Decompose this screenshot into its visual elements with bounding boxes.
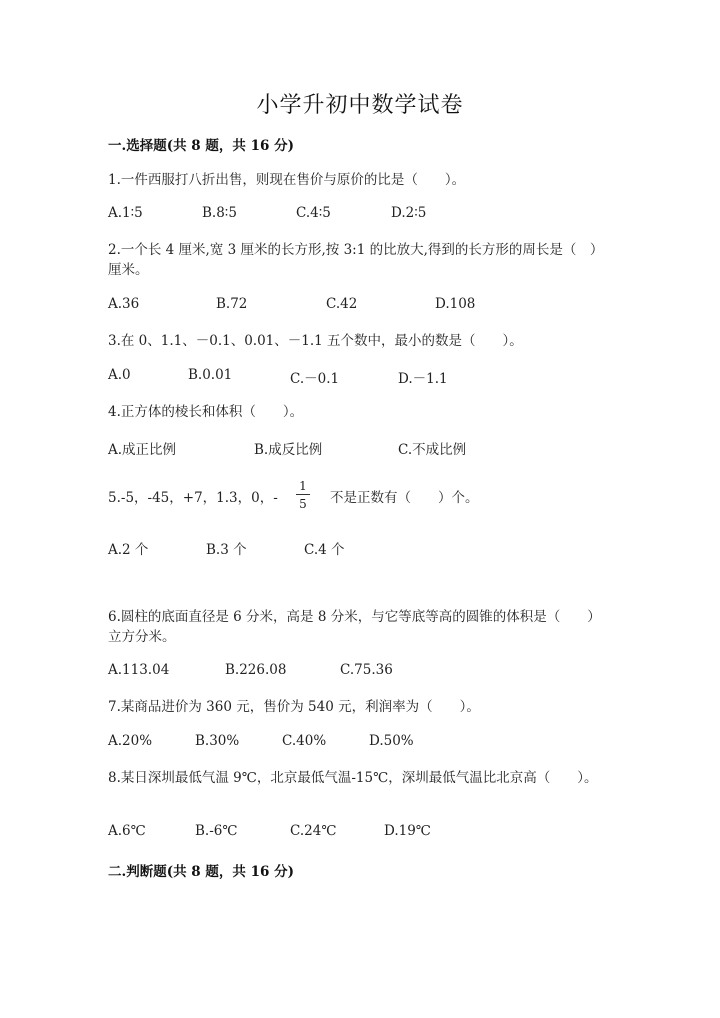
option-a: A.0 xyxy=(108,367,131,383)
question-7: 7.某商品进价为 360 元，售价为 540 元，利润率为（ ）。 xyxy=(108,699,480,715)
option-c: C.24℃ xyxy=(290,823,337,839)
option-b: B.成反比例 xyxy=(254,442,323,458)
question-5-text-after: 不是正数有（ ）个。 xyxy=(330,490,479,506)
fraction-bar xyxy=(296,494,310,495)
option-d: D.－1.1 xyxy=(398,371,448,387)
fraction-denominator: 5 xyxy=(299,497,307,511)
option-b: B.30% xyxy=(195,733,240,749)
question-3: 3.在 0、1.1、－0.1、0.01、－1.1 五个数中，最小的数是（ ）。 xyxy=(108,333,523,349)
section-heading-multiple-choice: 一.选择题(共 8 题，共 16 分) xyxy=(108,138,294,154)
option-a: A.2 个 xyxy=(108,542,149,558)
option-a: A.1∶5 xyxy=(108,205,143,221)
fraction xyxy=(296,479,310,511)
option-b: B.8∶5 xyxy=(202,205,237,221)
question-5-text-before: 5.-5，-45，+7，1.3，0，- xyxy=(108,490,278,506)
question-6: 6.圆柱的底面直径是 6 分米，高是 8 分米，与它等底等高的圆锥的体积是（ ）立方分米。 xyxy=(108,609,601,645)
fraction-numerator: 1 xyxy=(299,479,307,493)
option-b: B.3 个 xyxy=(206,542,247,558)
option-d: D.19℃ xyxy=(384,823,431,839)
page-title: 小学升初中数学试卷 xyxy=(256,93,464,118)
option-b: B.0.01 xyxy=(188,367,233,383)
option-c: C.不成比例 xyxy=(398,442,467,458)
option-a: A.113.04 xyxy=(108,662,170,678)
question-1: 1.一件西服打八折出售，则现在售价与原价的比是（ ）。 xyxy=(108,172,466,188)
question-8: 8.某日深圳最低气温 9℃，北京最低气温-15℃，深圳最低气温比北京高（ ）。 xyxy=(108,770,598,786)
section-heading-true-false: 二.判断题(共 8 题，共 16 分) xyxy=(108,864,294,880)
option-a: A.6℃ xyxy=(108,823,146,839)
option-c: C.42 xyxy=(326,296,358,312)
option-b: B.72 xyxy=(216,296,248,312)
option-a: A.成正比例 xyxy=(108,442,177,458)
option-b: B.-6℃ xyxy=(195,823,238,839)
option-c: C.－0.1 xyxy=(290,371,340,387)
question-4: 4.正方体的棱长和体积（ ）。 xyxy=(108,404,304,420)
option-a: A.20% xyxy=(108,733,153,749)
option-c: C.4 个 xyxy=(304,542,345,558)
option-c: C.40% xyxy=(282,733,327,749)
option-c: C.4∶5 xyxy=(296,205,331,221)
option-d: D.2∶5 xyxy=(391,205,427,221)
option-b: B.226.08 xyxy=(225,662,287,678)
option-c: C.75.36 xyxy=(340,662,393,678)
option-d: D.108 xyxy=(435,296,476,312)
option-d: D.50% xyxy=(369,733,414,749)
question-2: 2.一个长 4 厘米,宽 3 厘米的长方形,按 3:1 的比放大,得到的长方形的周长是（ ）厘米。 xyxy=(108,242,604,278)
option-a: A.36 xyxy=(108,296,140,312)
